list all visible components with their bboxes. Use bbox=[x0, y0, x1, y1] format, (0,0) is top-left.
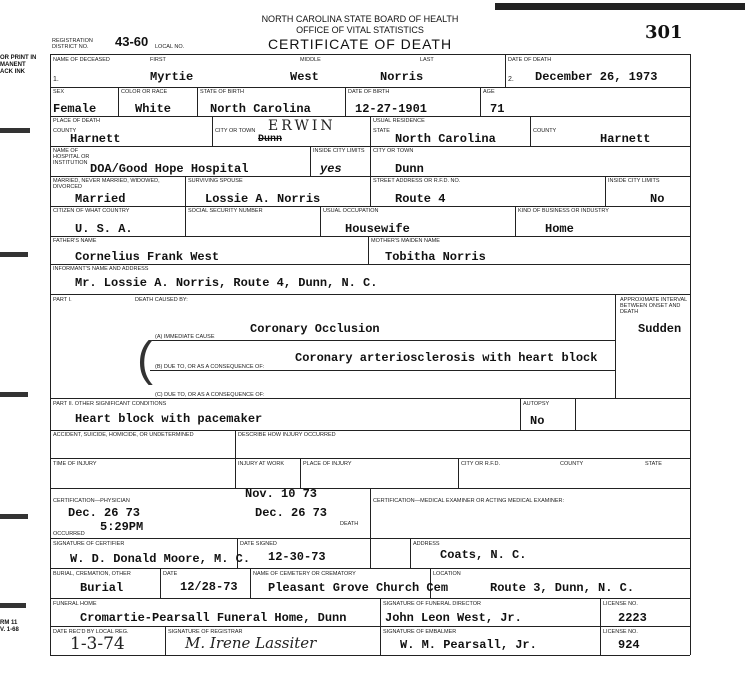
citizenship: U. S. A. bbox=[75, 222, 133, 236]
disposition: Burial bbox=[80, 581, 124, 595]
death-certificate: NORTH CAROLINA STATE BOARD OF HEALTH OFFICE OF VITAL STATISTICS CERTIFICATE OF DEATH 301 REGISTRATION DISTRICT NO. 43-60 LOCAL NO. OR PRINT IN MANENT ACK INK RM 11 V. 1-68 NAME OF DECEASED FIRST MIDDLE LAST DATE OF DEATH 1. Myrtie West Norris 2. December 26, 1973 SEX COLOR OR RACE STATE OF BIRTH DATE OF BIRTH AGE Female White North Carolina 12-27-1901 71 PLACE OF DEATH COUNTY CITY OR TOWN USUAL RESIDENCE STATE COUNTY Harnett ERWIN Dunn North Carolina Harnett NAME OF HOSPITAL OR INSTITUTION INSIDE CITY LIMITS CITY OR TOWN DOA/Good Hope Hospital yes Dunn MARRIED, NEVER MARRIED, WIDOWED, DIVORCED SURVIVING SPOUSE STREET ADDRESS OR R.F.D. NO. INSIDE CITY LIMITS Married Lossie A. Norris Route 4 No CITIZEN OF WHAT COUNTRY SOCIAL SECURITY NUMBER USUAL OCCUPATION KIND OF BUSINESS OR INDUSTRY U. S. A. Housewife Home FATHER'S NAME MOTHER'S MAIDEN NAME Cornelius Frank West Tobitha Norris INFORMANT'S NAME AND ADDRESS Mr. Lossie A. Norris, Route 4, Dunn, N. C. PART I. DEATH CAUSED BY: APPROXIMATE INTERVAL BETWEEN ONSET AND DEATH (A) IMMEDIATE CAUSE Coronary Occlusion Sudden (B) DUE TO, OR AS A CONSEQUENCE OF: Coronary arteriosclerosis with heart block (C) DUE TO, OR AS A CONSEQUENCE OF: ( PART II. OTHER SIGNIFICANT CONDITIONS AUTOPSY Heart block with pacemaker No ACCIDENT, SUICIDE, HOMICIDE, OR UNDETERMINED DESCRIBE HOW INJURY OCCURRED TIME OF INJURY INJURY AT WORK PLACE OF INJURY CITY OR R.F.D. COUNTY STATE CERTIFICATION—PHYSICIAN CERTIFICATION—MEDICAL EXAMINER OR ACTING MEDICAL EXAMINER: Nov. 10 73 Dec. 26 73 Dec. 26 73 5:29PM OCCURRED DEATH SIGNATURE OF CERTIFIER DATE SIGNED ADDRESS W. D. Donald Moore, M. C. 12-30-73 Coats, N. C. BURIAL, CREMATION, OTHER DATE NAME OF CEMETERY OR CREMATORY LOCATION Burial 12/28-73 Pleasant Grove Church Cem Route 3, Dunn, N. C. FUNERAL HOME SIGNATURE OF FUNERAL DIRECTOR LICENSE NO. Cromartie-Pearsall Funeral Home, Dunn John Leon West, Jr. 2223 DATE REC'D BY LOCAL REG. SIGNATURE OF REGISTRAR SIGNATURE OF EMBALMER LICENSE NO. 1-3-74 M. Irene Lassiter W. M. Pearsall, Jr. 924 bbox=[0, 0, 750, 684]
funeral-director: John Leon West, Jr. bbox=[385, 611, 522, 625]
city-handwritten: ERWIN bbox=[268, 118, 336, 134]
registrar-signature: M. Irene Lassiter bbox=[185, 634, 317, 652]
immediate-cause: Coronary Occlusion bbox=[250, 322, 380, 336]
street-address: Route 4 bbox=[395, 192, 446, 206]
residence-county: Harnett bbox=[600, 132, 651, 146]
county-of-death: Harnett bbox=[70, 132, 121, 146]
informant: Mr. Lossie A. Norris, Route 4, Dunn, N. C. bbox=[75, 276, 378, 290]
business-industry: Home bbox=[545, 222, 574, 236]
date-received: 1-3-74 bbox=[70, 634, 125, 654]
surviving-spouse: Lossie A. Norris bbox=[205, 192, 321, 206]
office-name: OFFICE OF VITAL STATISTICS bbox=[296, 25, 424, 35]
certificate-number: 301 bbox=[645, 22, 683, 43]
registration-value: 43-60 bbox=[115, 34, 149, 49]
color-race: White bbox=[135, 102, 172, 116]
margin-tab bbox=[0, 128, 30, 133]
margin-note-bottom: RM 11 V. 1-68 bbox=[0, 620, 19, 633]
margin-tab bbox=[0, 392, 28, 397]
cemetery: Pleasant Grove Church Cem bbox=[268, 581, 449, 595]
last-seen-alive: Dec. 26 73 bbox=[255, 506, 328, 520]
mother-maiden-name: Tobitha Norris bbox=[385, 250, 486, 264]
embalmer-license: 924 bbox=[618, 638, 640, 652]
marital-status: Married bbox=[75, 192, 126, 206]
interval-onset: Sudden bbox=[638, 322, 682, 336]
attended-to: Dec. 26 73 bbox=[68, 506, 141, 520]
residence-state: North Carolina bbox=[395, 132, 496, 146]
redaction-bar bbox=[495, 3, 745, 10]
time-of-death: 5:29PM bbox=[100, 520, 144, 534]
age: 71 bbox=[490, 102, 505, 116]
last-name: Norris bbox=[380, 70, 424, 84]
registration-label: REGISTRATION DISTRICT NO. bbox=[52, 38, 93, 50]
name-label: NAME OF DECEASED bbox=[53, 57, 110, 63]
date-of-death: December 26, 1973 bbox=[535, 70, 658, 84]
certifier-signature: W. D. Donald Moore, M. C. bbox=[70, 552, 251, 566]
board-name: NORTH CAROLINA STATE BOARD OF HEALTH bbox=[261, 14, 459, 24]
margin-tab bbox=[0, 603, 26, 608]
bracket: ( bbox=[137, 333, 153, 386]
hospital: DOA/Good Hope Hospital bbox=[90, 162, 249, 176]
date-signed: 12-30-73 bbox=[268, 550, 326, 564]
certifier-address: Coats, N. C. bbox=[440, 548, 527, 562]
residence-inside-city: No bbox=[650, 192, 665, 206]
local-label: LOCAL NO. bbox=[155, 44, 185, 50]
burial-date: 12/28-73 bbox=[180, 580, 238, 594]
attended-from: Nov. 10 73 bbox=[245, 487, 318, 501]
underlying-cause: Coronary arteriosclerosis with heart block bbox=[295, 351, 598, 365]
date-of-birth: 12-27-1901 bbox=[355, 102, 428, 116]
other-conditions: Heart block with pacemaker bbox=[75, 412, 263, 426]
state-of-birth: North Carolina bbox=[210, 102, 311, 116]
autopsy: No bbox=[530, 414, 545, 428]
embalmer: W. M. Pearsall, Jr. bbox=[400, 638, 537, 652]
first-name: Myrtie bbox=[150, 70, 194, 84]
certificate-title: CERTIFICATE OF DEATH bbox=[267, 36, 453, 52]
funeral-home: Cromartie-Pearsall Funeral Home, Dunn bbox=[80, 611, 347, 625]
usual-occupation: Housewife bbox=[345, 222, 410, 236]
middle-name: West bbox=[290, 70, 319, 84]
director-license: 2223 bbox=[618, 611, 647, 625]
father-name: Cornelius Frank West bbox=[75, 250, 220, 264]
margin-note-top: OR PRINT IN MANENT ACK INK bbox=[0, 55, 37, 75]
residence-city: Dunn bbox=[395, 162, 424, 176]
sex: Female bbox=[53, 102, 97, 116]
city-struck: Dunn bbox=[258, 134, 283, 145]
margin-tab bbox=[0, 252, 28, 257]
margin-tab bbox=[0, 514, 28, 519]
cemetery-location: Route 3, Dunn, N. C. bbox=[490, 581, 635, 595]
inside-city-limits: yes bbox=[320, 162, 342, 176]
